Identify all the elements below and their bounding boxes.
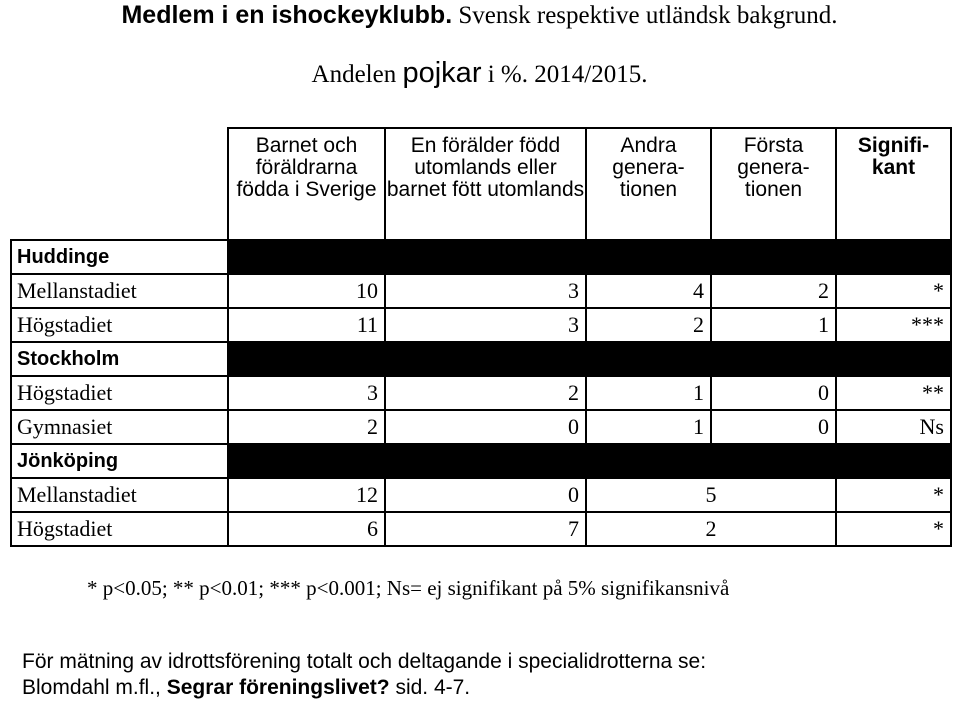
cell-parent-abroad: 2 xyxy=(385,376,586,410)
cell-generation-merged: 5 xyxy=(586,478,836,512)
cell-born-sweden: 11 xyxy=(228,308,385,342)
group-row-jonkoping xyxy=(11,444,951,478)
cell-born-sweden: 2 xyxy=(228,410,385,444)
group-bar xyxy=(228,342,951,376)
cell-second-generation: 4 xyxy=(586,274,711,308)
row-label: Gymnasiet xyxy=(11,410,228,444)
table-row xyxy=(11,478,951,512)
cell-parent-abroad: 3 xyxy=(385,274,586,308)
cell-significant: * xyxy=(836,512,951,546)
group-bar xyxy=(228,240,951,274)
header-row xyxy=(11,128,951,240)
cell-parent-abroad: 0 xyxy=(385,410,586,444)
group-row-huddinge xyxy=(11,240,951,274)
cell-significant: ** xyxy=(836,376,951,410)
cell-born-sweden: 10 xyxy=(228,274,385,308)
title-line-1 xyxy=(0,0,959,31)
table-row xyxy=(11,308,951,342)
cell-significant: *** xyxy=(836,308,951,342)
footer-line-2 xyxy=(22,676,470,700)
cell-parent-abroad: 3 xyxy=(385,308,586,342)
table-row xyxy=(11,410,951,444)
group-label: Huddinge xyxy=(11,240,228,274)
cell-second-generation: 1 xyxy=(586,410,711,444)
cell-second-generation: 2 xyxy=(586,308,711,342)
table-row xyxy=(11,376,951,410)
title-rest: Svensk respektive utländsk bakgrund. xyxy=(452,2,838,29)
cell-significant: * xyxy=(836,478,951,512)
cell-parent-abroad: 0 xyxy=(385,478,586,512)
cell-first-generation: 0 xyxy=(711,410,836,444)
group-label: Jönköping xyxy=(11,444,228,478)
title-line-2 xyxy=(0,58,959,90)
cell-parent-abroad: 7 xyxy=(385,512,586,546)
header-second-generation: Andra genera-tionen xyxy=(586,128,711,240)
header-first-generation: Första genera-tionen xyxy=(711,128,836,240)
cell-first-generation: 1 xyxy=(711,308,836,342)
group-label: Stockholm xyxy=(11,342,228,376)
footer-ref-pre: Blomdahl m.fl., xyxy=(22,676,167,699)
cell-generation-merged: 2 xyxy=(586,512,836,546)
row-label: Högstadiet xyxy=(11,308,228,342)
cell-born-sweden: 3 xyxy=(228,376,385,410)
header-significant: Signifi-kant xyxy=(836,128,951,240)
cell-born-sweden: 6 xyxy=(228,512,385,546)
table-row xyxy=(11,274,951,308)
footer-ref-post: sid. 4-7. xyxy=(389,676,471,699)
header-empty xyxy=(11,128,228,240)
cell-first-generation: 2 xyxy=(711,274,836,308)
cell-significant: * xyxy=(836,274,951,308)
cell-second-generation: 1 xyxy=(586,376,711,410)
data-table xyxy=(10,127,952,547)
row-label: Högstadiet xyxy=(11,512,228,546)
group-bar xyxy=(228,444,951,478)
cell-first-generation: 0 xyxy=(711,376,836,410)
title2-post: i %. 2014/2015. xyxy=(481,61,648,88)
row-label: Högstadiet xyxy=(11,376,228,410)
header-born-sweden: Barnet och föräldrarna födda i Sverige xyxy=(228,128,385,240)
table-row xyxy=(11,512,951,546)
row-label: Mellanstadiet xyxy=(11,478,228,512)
group-row-stockholm xyxy=(11,342,951,376)
cell-significant: Ns xyxy=(836,410,951,444)
footer-line-1: För mätning av idrottsförening totalt och deltagande i specialidrotterna se: xyxy=(22,650,707,673)
title2-emphasis: pojkar xyxy=(402,57,482,89)
title-bold: Medlem i en ishockeyklubb. xyxy=(121,1,453,29)
footer-ref-title: Segrar föreningslivet? xyxy=(166,676,390,699)
significance-note: * p<0.05; ** p<0.01; *** p<0.001; Ns= ej signifikant på 5% signifikansnivå xyxy=(87,576,730,600)
row-label: Mellanstadiet xyxy=(11,274,228,308)
title2-pre: Andelen xyxy=(311,61,403,88)
header-parent-abroad: En förälder född utomlands eller barnet fött utomlands xyxy=(385,128,586,240)
cell-born-sweden: 12 xyxy=(228,478,385,512)
